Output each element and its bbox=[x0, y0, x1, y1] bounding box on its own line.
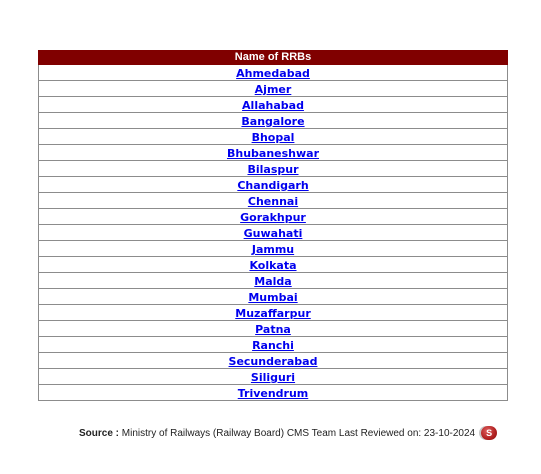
table-cell bbox=[39, 193, 508, 209]
rrb-link-ahmedabad[interactable]: Ahmedabad bbox=[236, 67, 310, 80]
table-cell bbox=[39, 305, 508, 321]
table-cell bbox=[39, 273, 508, 289]
table-row bbox=[39, 129, 508, 145]
share-icon[interactable]: S bbox=[481, 426, 497, 440]
table-row bbox=[39, 369, 508, 385]
rrb-link-muzaffarpur[interactable]: Muzaffarpur bbox=[235, 307, 311, 320]
table-row bbox=[39, 353, 508, 369]
table-row bbox=[39, 289, 508, 305]
table-header-name-of-rrbs: Name of RRBs bbox=[39, 51, 508, 65]
table-row bbox=[39, 113, 508, 129]
source-label: Source : bbox=[79, 427, 120, 439]
rrb-link-chennai[interactable]: Chennai bbox=[247, 195, 299, 208]
table-cell bbox=[39, 129, 508, 145]
table-row bbox=[39, 305, 508, 321]
rrb-link-malda[interactable]: Malda bbox=[254, 275, 292, 288]
table-cell bbox=[39, 241, 508, 257]
table-cell bbox=[39, 65, 508, 81]
rrb-link-kolkata[interactable]: Kolkata bbox=[249, 259, 297, 272]
table-body bbox=[39, 65, 508, 401]
table-cell bbox=[39, 113, 508, 129]
rrb-table bbox=[38, 50, 508, 401]
table-row bbox=[39, 97, 508, 113]
rrb-link-mumbai[interactable]: Mumbai bbox=[248, 291, 298, 304]
table-row bbox=[39, 337, 508, 353]
table-header-row bbox=[39, 51, 508, 65]
table-cell bbox=[39, 177, 508, 193]
table-cell bbox=[39, 225, 508, 241]
table-row bbox=[39, 161, 508, 177]
table-cell bbox=[39, 321, 508, 337]
rrb-link-allahabad[interactable]: Allahabad bbox=[242, 99, 304, 112]
rrb-link-bangalore[interactable]: Bangalore bbox=[241, 115, 305, 128]
rrb-link-patna[interactable]: Patna bbox=[255, 323, 291, 336]
table-row bbox=[39, 177, 508, 193]
rrb-link-bhopal[interactable]: Bhopal bbox=[251, 131, 295, 144]
rrb-link-secunderabad[interactable]: Secunderabad bbox=[228, 355, 318, 368]
table-cell bbox=[39, 369, 508, 385]
table-row bbox=[39, 273, 508, 289]
rrb-link-bhubaneshwar[interactable]: Bhubaneshwar bbox=[226, 147, 320, 160]
rrb-link-siliguri[interactable]: Siliguri bbox=[250, 371, 296, 384]
table-row bbox=[39, 385, 508, 401]
table-cell bbox=[39, 289, 508, 305]
table-row bbox=[39, 65, 508, 81]
table-cell bbox=[39, 161, 508, 177]
table-row bbox=[39, 241, 508, 257]
rrb-link-bilaspur[interactable]: Bilaspur bbox=[247, 163, 299, 176]
rrb-link-trivendrum[interactable]: Trivendrum bbox=[237, 387, 309, 400]
table-row bbox=[39, 257, 508, 273]
table-cell bbox=[39, 209, 508, 225]
table-cell bbox=[39, 337, 508, 353]
table-row bbox=[39, 81, 508, 97]
table-cell bbox=[39, 257, 508, 273]
rrb-link-ranchi[interactable]: Ranchi bbox=[252, 339, 294, 352]
table-row bbox=[39, 225, 508, 241]
page-footer bbox=[79, 426, 497, 440]
table-cell bbox=[39, 385, 508, 401]
rrb-link-gorakhpur[interactable]: Gorakhpur bbox=[240, 211, 306, 224]
rrb-link-jammu[interactable]: Jammu bbox=[251, 243, 295, 256]
table-cell bbox=[39, 81, 508, 97]
table-row bbox=[39, 145, 508, 161]
table-cell bbox=[39, 353, 508, 369]
rrb-link-guwahati[interactable]: Guwahati bbox=[243, 227, 303, 240]
table-row bbox=[39, 321, 508, 337]
rrb-link-chandigarh[interactable]: Chandigarh bbox=[237, 179, 309, 192]
table-cell bbox=[39, 97, 508, 113]
source-text: Ministry of Railways (Railway Board) CMS Team Last Reviewed on: 23-10-2024 bbox=[121, 427, 476, 439]
table-row bbox=[39, 193, 508, 209]
rrb-link-ajmer[interactable]: Ajmer bbox=[254, 83, 292, 96]
table-cell bbox=[39, 145, 508, 161]
table-row bbox=[39, 209, 508, 225]
